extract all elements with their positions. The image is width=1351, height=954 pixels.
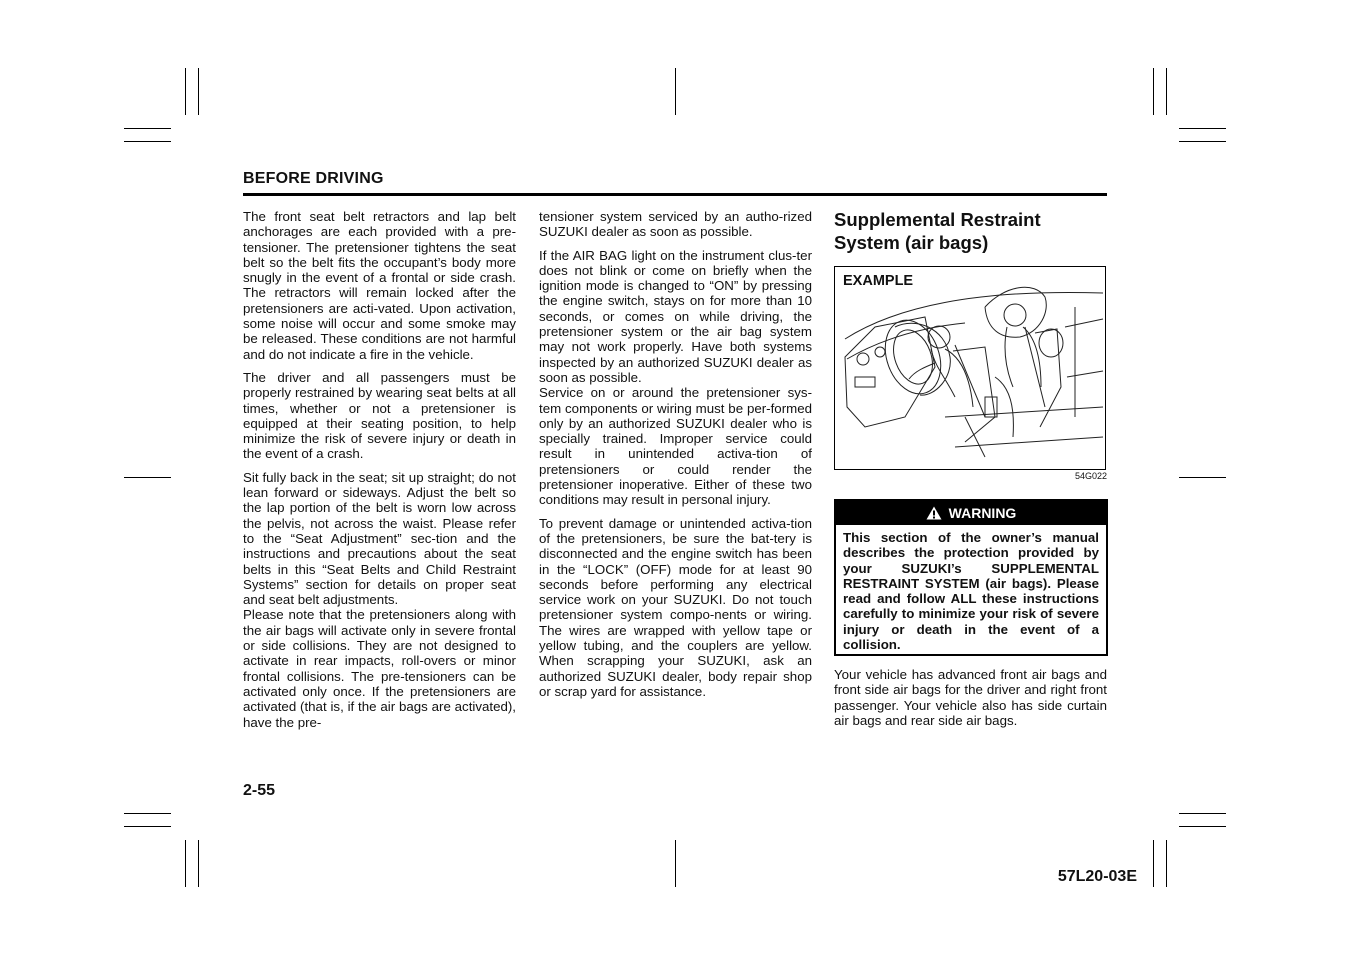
paragraph: The driver and all passengers must be properly restrained by wearing seat belts at all times, whether or not a pretensioner is equipped at their seating position, to help minimize the risk of severe injury or death in the event of a crash.: [243, 369, 516, 462]
warning-title: WARNING: [948, 505, 1017, 521]
paragraph: Please note that the pretensioners along with the air bags will activate only in severe frontal or side collisions. They are not designed to activate in rear impacts, roll-overs or minor frontal collisions. The pre-tensioners can be activated only once. If the pretensioners are activated (that is, if the air bags are activated), have the pre-: [243, 607, 516, 730]
figure-label: EXAMPLE: [843, 273, 914, 289]
paragraph: The front seat belt retractors and lap belt anchorages are each provided with a pre-tensioner. The pretensioner tightens the seat belt so the belt fits the occupant’s body more snugly in the event of a frontal or side crash. The retractors will remain locked after the pretensioners are acti-vated. Upon activation, some noise will occur and some smoke may be released. These conditions are not harmful and do not indicate a fire in the vehicle.: [243, 209, 516, 362]
warning-header: [836, 501, 1106, 525]
text-column-1: [243, 209, 516, 738]
airbag-illustration: [834, 266, 1106, 470]
paragraph: Your vehicle has advanced front air bags and front side air bags for the driver and right front passenger. Your vehicle also has side curtain air bags and rear side air bags.: [834, 667, 1107, 728]
page-header-title: BEFORE DRIVING: [243, 170, 384, 187]
warning-text: This section of the owner’s manual describes the protection provided by your SUZUKI’s SUPPLEMENTAL RESTRAINT SYSTEM (air bags). Please read and follow ALL these instructions carefully to minimize your risk of severe injury or death in the event of a collision.: [843, 530, 1099, 653]
warning-box: [834, 499, 1108, 656]
paragraph: tensioner system serviced by an autho-rized SUZUKI dealer as soon as possible.: [539, 209, 812, 240]
text-column-2: [539, 209, 812, 707]
header-rule: [243, 193, 1107, 196]
section-title: Supplemental Restraint System (air bags): [834, 209, 1041, 253]
document-code: 57L20-03E: [1057, 868, 1137, 885]
warning-triangle-icon: [926, 506, 942, 520]
car-interior-drawing: [835, 267, 1106, 470]
paragraph: To prevent damage or unintended activa-tion of the pretensioners, be sure the bat-tery is disconnected and the engine switch has been in the “LOCK” (OFF) mode for at least 90 seconds before performing any electrical service work on your SUZUKI. Do not touch pretensioner system compo-nents or wiring. The wires are wrapped with yellow tape or yellow tubing, and the couplers are yellow. When scrapping your SUZUKI, ask an authorized SUZUKI dealer, body repair shop or scrap yard for assistance.: [539, 515, 812, 699]
paragraph: If the AIR BAG light on the instrument clus-ter does not blink or come on briefly when the ignition mode is changed to “ON” by pressing the engine switch, stays on for more than 10 seconds, or comes on while driving, the pretensioner system or the air bag system may not work properly. Have both systems inspected by an authorized SUZUKI dealer as soon as possible.: [539, 247, 812, 385]
page-number: 2-55: [243, 782, 276, 799]
figure-code: 54G022: [1074, 471, 1107, 481]
paragraph: Service on or around the pretensioner sys-tem components or wiring must be per-formed only by an authorized SUZUKI dealer who is specially trained. Improper service could result in unintended activa-tion of pretensioners or could render the pretensioner inoperative. Either of these two conditions may result in personal injury.: [539, 385, 812, 508]
paragraph: Sit fully back in the seat; sit up straight; do not lean forward or sideways. Adjust the belt so the lap portion of the belt is worn low across the pelvis, not across the waist. Please refer to the “Seat Adjustment” sec-tion and the instructions and precautions about the seat belts in this “Seat Belts and Child Restraint Systems” section for details on proper seat and seat belt adjustments.: [243, 469, 516, 608]
